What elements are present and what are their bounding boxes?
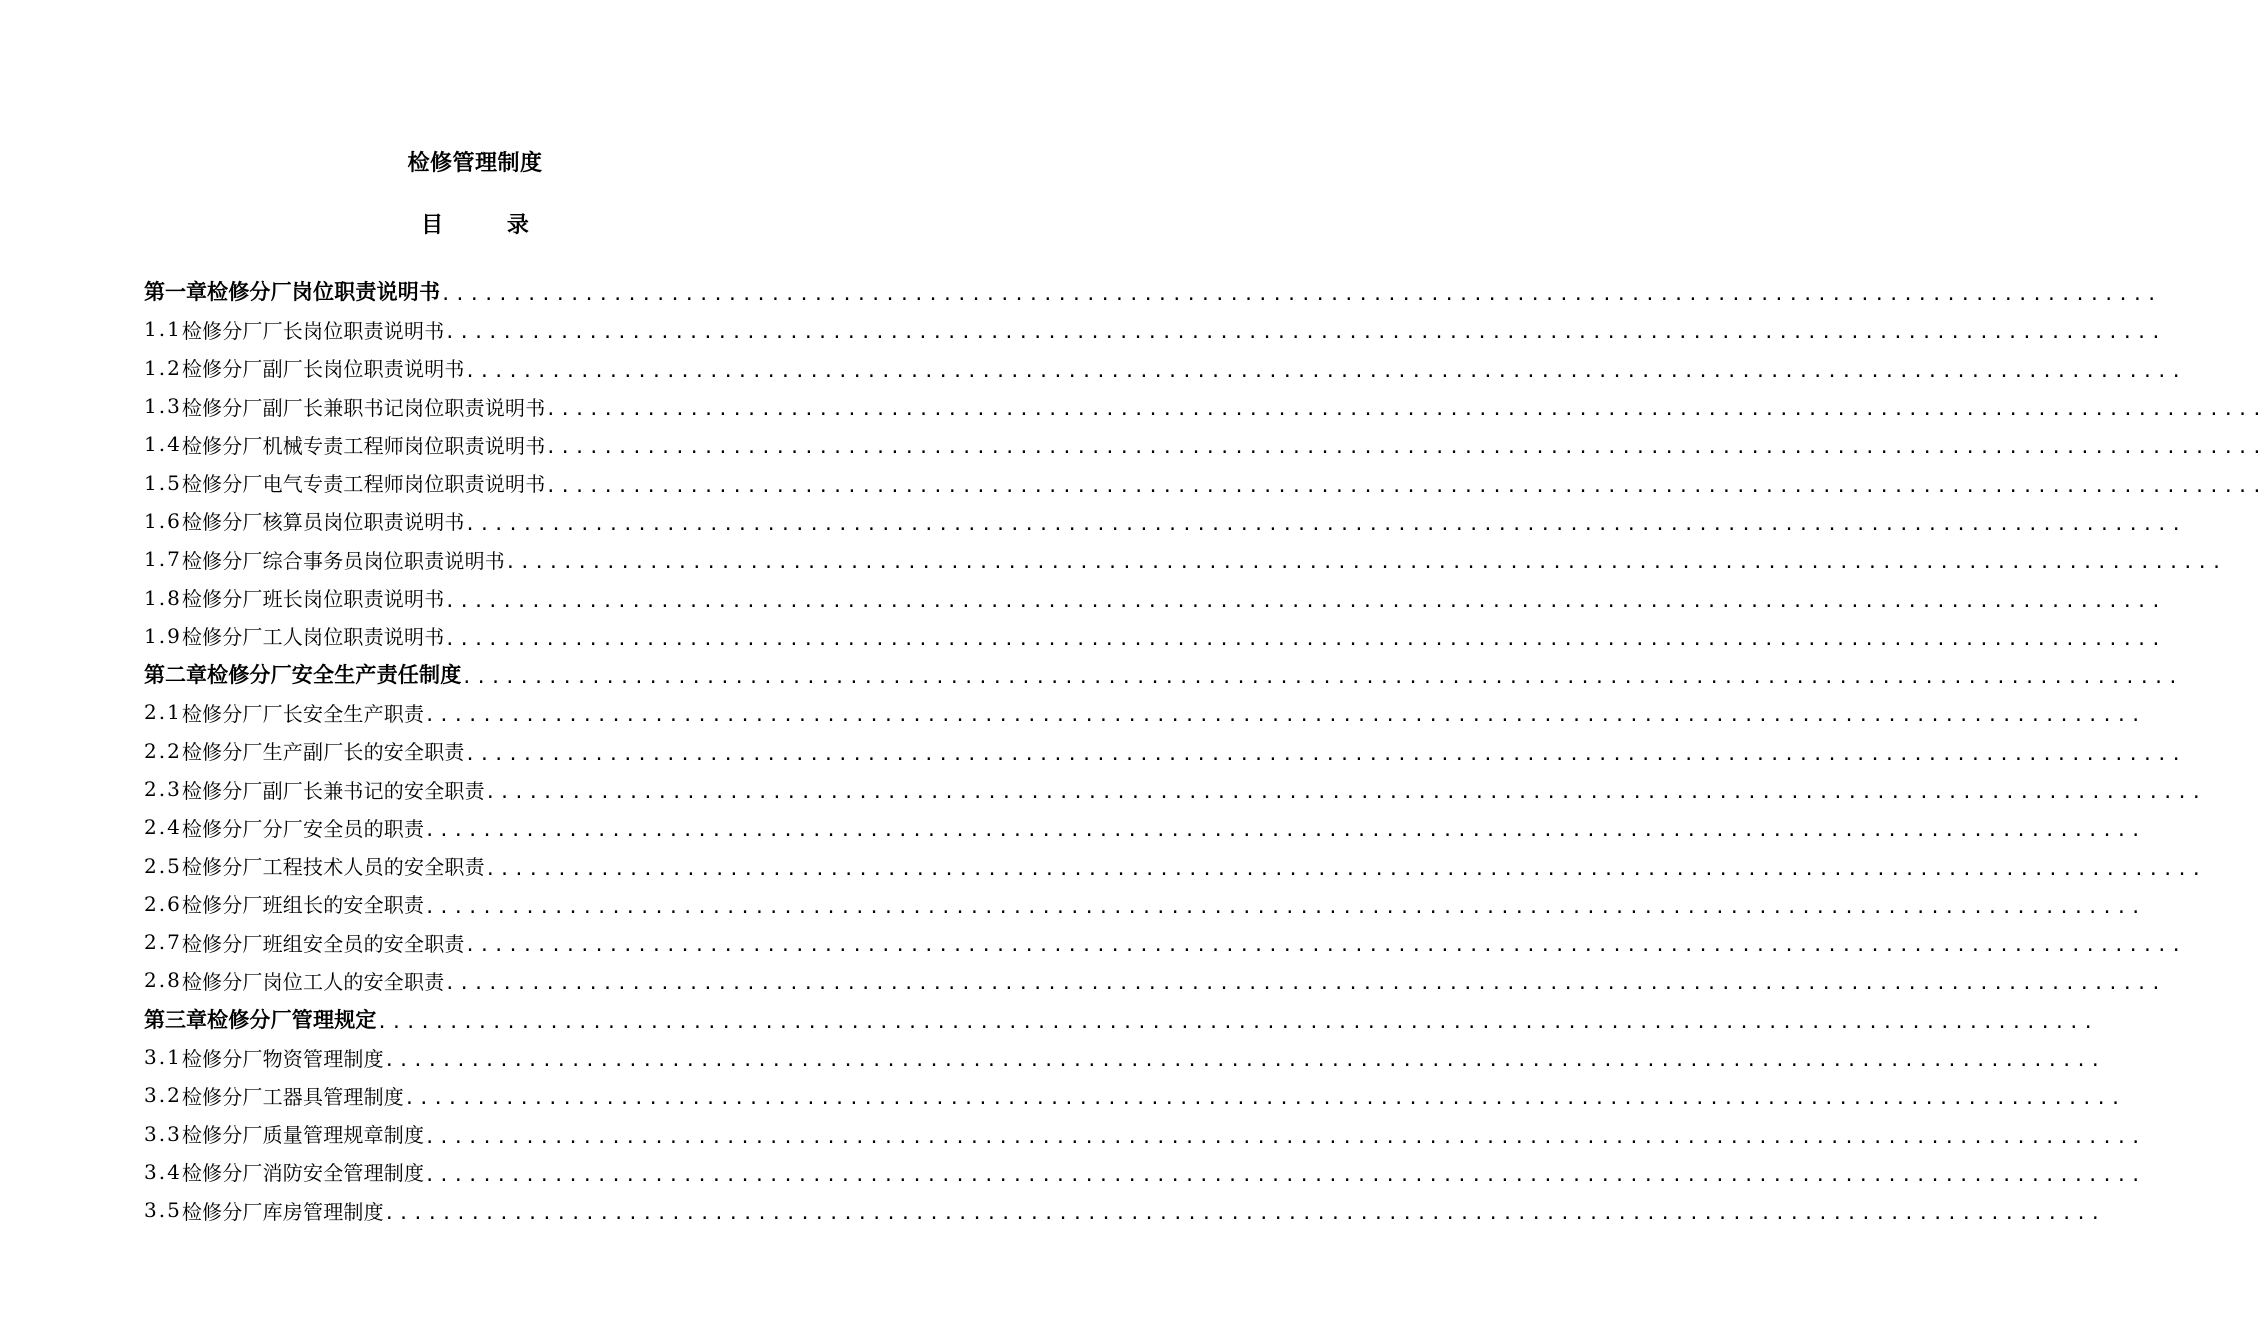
toc-entry-number: 2.5: [144, 853, 182, 878]
toc-section-entry[interactable]: [144, 463, 2266, 501]
toc-section-entry[interactable]: [144, 1153, 2145, 1191]
toc-section-entry[interactable]: [144, 1191, 2105, 1229]
toc-dot-leader: ........................................................................................................................: [424, 1126, 2145, 1148]
toc-section-entry[interactable]: [144, 617, 2165, 655]
toc-entry-label: 检修分厂分厂安全员的职责: [181, 816, 425, 841]
toc-entry-number: 3.5: [144, 1198, 182, 1223]
toc-section-entry[interactable]: [144, 349, 2186, 387]
toc-dot-leader: ........................................................................................................................: [424, 1164, 2145, 1186]
toc-chapter-entry[interactable]: [144, 272, 2161, 310]
toc-entry-number: 3.3: [144, 1121, 182, 1146]
toc-dot-leader: ........................................................................................................................: [545, 475, 2266, 497]
toc-dot-leader: ........................................................................................................................: [545, 437, 2266, 459]
toc-heading: 目 录: [421, 213, 557, 238]
toc-entry-number: 2.3: [144, 777, 182, 801]
document-title: 检修管理制度: [407, 151, 543, 176]
toc-entry-label: 检修分厂副厂长岗位职责说明书: [181, 357, 465, 382]
toc-dot-leader: ........................................................................................................................: [424, 705, 2145, 727]
toc-dot-leader: ........................................................................................................................: [424, 820, 2145, 842]
toc-entry-number: 第三章: [144, 1007, 207, 1032]
toc-entry-label: 检修分厂厂长安全生产职责: [181, 701, 425, 726]
toc-chapter-entry[interactable]: [144, 1000, 2098, 1038]
toc-dot-leader: ........................................................................................................................: [383, 1050, 2105, 1072]
toc-section-entry[interactable]: [144, 1076, 2125, 1114]
toc-entry-label: 检修分厂电气专责工程师岗位职责说明书: [181, 472, 546, 497]
toc-entry-label: 检修分厂班长岗位职责说明书: [181, 587, 445, 612]
toc-entry-label: 检修分厂管理规定: [207, 1007, 377, 1032]
toc-entry-label: 检修分厂岗位职责说明书: [207, 280, 441, 305]
toc-dot-leader: ........................................................................................................................: [545, 399, 2266, 421]
toc-section-entry[interactable]: [144, 540, 2226, 578]
toc-entry-number: 1.4: [144, 432, 182, 457]
toc-dot-leader: ........................................................................................................................: [444, 590, 2165, 612]
toc-entry-number: 3.4: [144, 1159, 182, 1184]
toc-dot-leader: ........................................................................................................................: [461, 667, 2182, 689]
toc-entry-number: 2.6: [144, 891, 182, 916]
toc-entry-label: 检修分厂副厂长兼书记的安全职责: [181, 778, 485, 803]
toc-entry-label: 检修分厂班组安全员的安全职责: [181, 931, 465, 956]
toc-entry-number: 1.8: [144, 585, 182, 610]
toc-section-entry[interactable]: [144, 923, 2186, 961]
toc-entry-number: 2.2: [144, 738, 182, 763]
toc-chapter-entry[interactable]: [144, 655, 2182, 693]
toc-entry-label: 检修分厂工程技术人员的安全职责: [181, 855, 485, 880]
toc-section-entry[interactable]: [144, 1115, 2145, 1153]
toc-dot-leader: ........................................................................................................................: [484, 782, 2206, 803]
toc-entry-label: 检修分厂质量管理规章制度: [181, 1123, 425, 1148]
toc-entry-number: 1.3: [144, 394, 182, 419]
toc-dot-leader: ........................................................................................................................: [444, 628, 2165, 650]
toc-section-entry[interactable]: [144, 693, 2145, 731]
toc-entry-number: 第一章: [144, 280, 207, 305]
toc-entry-number: 第二章: [144, 663, 207, 688]
toc-entry-number: 2.4: [144, 815, 182, 840]
toc-dot-leader: ........................................................................................................................: [444, 973, 2165, 995]
toc-section-entry[interactable]: [144, 770, 2206, 808]
toc-entry-number: 1.6: [144, 508, 182, 533]
toc-entry-number: 1.5: [144, 470, 182, 495]
toc-section-entry[interactable]: [144, 885, 2145, 923]
toc-entry-label: 检修分厂工器具管理制度: [181, 1084, 405, 1109]
toc-entry-number: 3.1: [144, 1045, 182, 1070]
toc-dot-leader: ........................................................................................................................: [383, 1203, 2105, 1225]
toc-dot-leader: ........................................................................................................................: [464, 513, 2186, 535]
toc-dot-leader: ........................................................................................................................: [484, 858, 2206, 880]
toc-section-entry[interactable]: [144, 425, 2266, 463]
toc-dot-leader: ........................................................................................................................: [376, 1011, 2098, 1033]
toc-section-entry[interactable]: [144, 846, 2206, 884]
toc-section-entry[interactable]: [144, 961, 2165, 999]
toc-entry-number: 1.1: [144, 317, 182, 342]
toc-entry-label: 检修分厂岗位工人的安全职责: [181, 969, 445, 994]
toc-section-entry[interactable]: [144, 1038, 2105, 1076]
toc-section-entry[interactable]: [144, 578, 2165, 616]
toc-dot-leader: ........................................................................................................................: [464, 360, 2186, 382]
toc-entry-label: 检修分厂生产副厂长的安全职责: [181, 740, 465, 765]
toc-entry-label: 检修分厂物资管理制度: [181, 1046, 384, 1071]
toc-section-entry[interactable]: [144, 502, 2186, 540]
toc-entry-label: 检修分厂库房管理制度: [181, 1199, 384, 1224]
toc-entry-label: 检修分厂工人岗位职责说明书: [181, 625, 445, 650]
toc-dot-leader: ........................................................................................................................: [440, 284, 2161, 306]
toc-entry-label: 检修分厂机械专责工程师岗位职责说明书: [181, 433, 546, 458]
toc-entry-number: 3.2: [144, 1083, 182, 1108]
toc-dot-leader: ........................................................................................................................: [404, 1088, 2125, 1110]
toc-entry-label: 检修分厂厂长岗位职责说明书: [181, 318, 445, 343]
toc-dot-leader: ........................................................................................................................: [424, 896, 2145, 918]
toc-entry-number: 1.2: [144, 355, 182, 380]
toc-dot-leader: ........................................................................................................................: [444, 322, 2165, 344]
toc-section-entry[interactable]: [144, 808, 2145, 846]
table-of-contents: [144, 272, 2266, 1229]
toc-entry-label: 检修分厂综合事务员岗位职责说明书: [181, 548, 506, 573]
toc-entry-label: 检修分厂核算员岗位职责说明书: [181, 510, 465, 535]
toc-entry-number: 1.7: [144, 547, 182, 572]
toc-section-entry[interactable]: [144, 310, 2165, 348]
toc-dot-leader: ........................................................................................................................: [464, 935, 2186, 957]
toc-entry-label: 检修分厂安全生产责任制度: [207, 663, 462, 688]
toc-entry-number: 2.7: [144, 930, 182, 955]
toc-entry-number: 1.9: [144, 623, 182, 648]
toc-section-entry[interactable]: [144, 387, 2266, 425]
toc-dot-leader: ........................................................................................................................: [464, 743, 2186, 765]
toc-entry-label: 检修分厂班组长的安全职责: [181, 893, 425, 918]
toc-entry-label: 检修分厂副厂长兼职书记岗位职责说明书: [181, 395, 546, 420]
toc-entry-number: 2.1: [144, 700, 182, 725]
toc-section-entry[interactable]: [144, 732, 2186, 770]
toc-entry-number: 2.8: [144, 968, 182, 993]
toc-entry-label: 检修分厂消防安全管理制度: [181, 1161, 425, 1186]
toc-dot-leader: ........................................................................................................................: [505, 552, 2226, 574]
